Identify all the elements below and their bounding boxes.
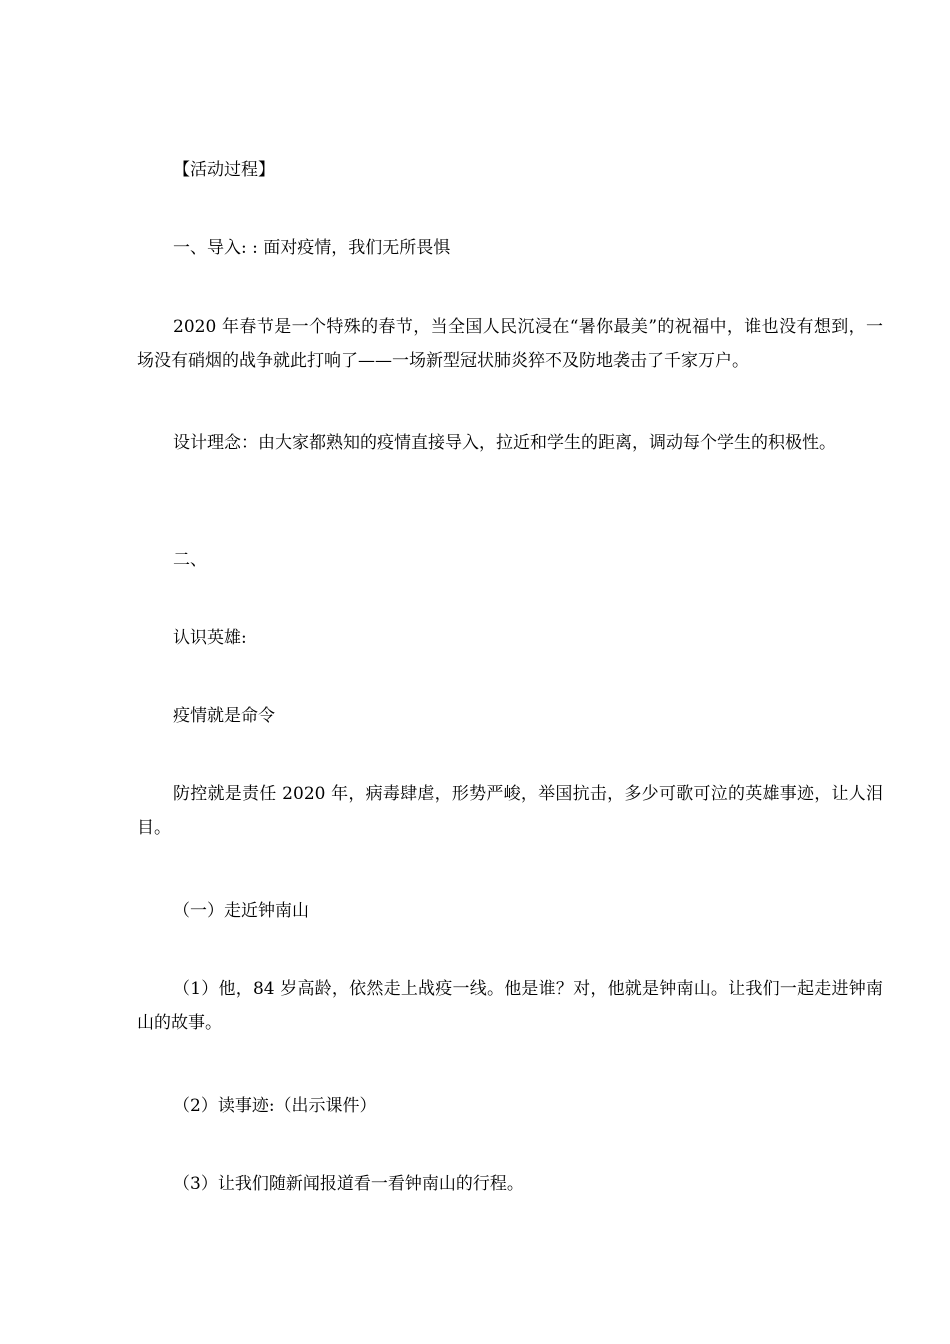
epidemic-order-line: 疫情就是命令: [173, 706, 275, 726]
section-2-title: 认识英雄:: [173, 628, 247, 648]
responsibility-paragraph: 防控就是责任 2020 年，病毒肆虐，形势严峻，举国抗击，多少可歌可泣的英雄事迹，让人泪目。: [137, 784, 883, 838]
section-2-label: 二、: [173, 550, 207, 570]
intro-paragraph: 2020 年春节是一个特殊的春节，当全国人民沉浸在“暑你最美”的祝福中，谁也没有想到，一场没有硝烟的战争就此打响了——一场新型冠状肺炎猝不及防地袭击了千家万户。: [137, 317, 883, 371]
design-concept-paragraph: 设计理念：由大家都熟知的疫情直接导入，拉近和学生的距离，调动每个学生的积极性。: [173, 433, 836, 453]
item-2-paragraph: （2）读事迹:（出示课件）: [173, 1096, 377, 1116]
item-3-paragraph: （3）让我们随新闻报道看一看钟南山的行程。: [173, 1174, 524, 1194]
activity-process-heading: 【活动过程】: [173, 160, 275, 180]
section-1-title: 一、导入: : 面对疫情，我们无所畏惧: [173, 238, 451, 258]
item-1-paragraph: （1）他，84 岁高龄，依然走上战疫一线。他是谁？对，他就是钟南山。让我们一起走进钟南山的故事。: [137, 979, 883, 1033]
subsection-1-title: （一）走近钟南山: [173, 901, 309, 921]
